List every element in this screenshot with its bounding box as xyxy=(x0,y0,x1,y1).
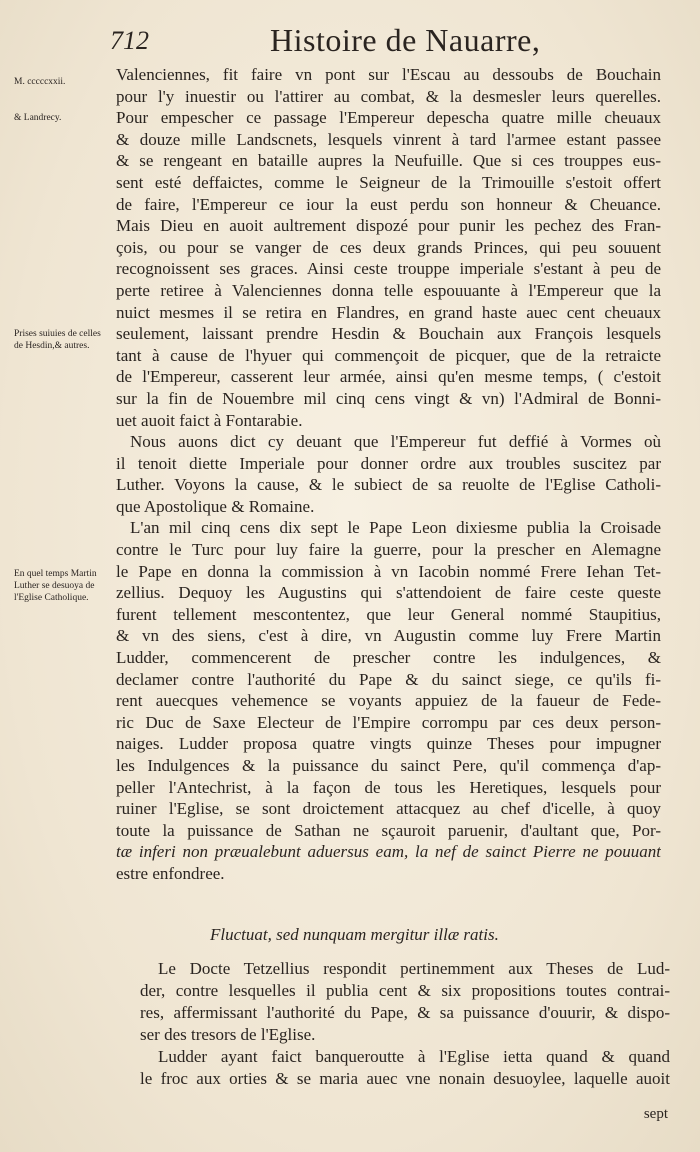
margin-note-prises: Prises suiuies de celles de Hesdin,& autres. xyxy=(14,329,101,351)
text-line: zellius. Dequoy les Augustins qui s'attendoient de faire ceste queste xyxy=(116,583,661,603)
text-line: Le Docte Tetzellius respondit pertinemment aux Theses de Lud- xyxy=(158,959,670,978)
catchword: sept xyxy=(643,1106,668,1122)
text-line: Pour empescher ce passage l'Empereur depescha quatre mille cheuaux xyxy=(116,108,661,128)
text-line: le froc aux orties & se maria auec vne nonain desuoylee, laquelle auoit xyxy=(140,1069,670,1088)
text-line: çois, ou pour se vanger de ces deux grands Princes, qui peu souuent xyxy=(116,237,661,257)
margin-note-luther: En quel temps Martin Luther se desuoya de l'Eglise Catholique. xyxy=(14,569,97,603)
text-line: pour l'y inuestir ou l'attirer au combat, & la desmesler leurs querelles. xyxy=(116,86,661,106)
paragraph-5 xyxy=(140,1046,670,1090)
text-line: nuict mesmes il se retira en Flandres, en grand haste auec cent cheuaux xyxy=(116,302,661,322)
text-line: sur la fin de Nouembre mil cinq cens vingt & vn) l'Admiral de Bonni- xyxy=(116,388,661,408)
paragraph-1 xyxy=(116,64,661,431)
text-line: Luther. Voyons la cause, & le subiect de sa reuolte de l'Eglise Catholi- xyxy=(116,475,661,495)
text-line: Mais Dieu en auoit aultrement dispozé pour punir les pechez des Fran- xyxy=(116,216,661,236)
paragraph-2 xyxy=(116,431,661,517)
text-line: tæ inferi non præualebunt aduersus eam, la nef de sainct Pierre ne pouuant xyxy=(116,842,661,862)
text-line: perte retiree à Valenciennes donna telle espouuante à l'Empereur que la xyxy=(116,280,661,300)
text-line: les Indulgences & la puissance du sainct Pere, qu'il commença d'ap- xyxy=(116,756,661,775)
text-line: L'an mil cinq cens dix sept le Pape Leon dixiesme publia la Croisade xyxy=(130,518,661,538)
margin-note-year: M. cccccxxii. xyxy=(14,77,66,87)
text-line: de l'Empereur, casserent leur armée, ainsi qu'en mesme temps, ( c'estoit xyxy=(116,367,661,387)
main-text xyxy=(116,64,661,885)
text-line: peller l'Antechrist, à la façon de tous les Heretiques, lesquels pour xyxy=(116,777,661,797)
page-header xyxy=(110,18,670,64)
text-line: seulement, laissant prendre Hesdin & Bouchain aux François lesquels xyxy=(116,324,661,344)
text-line: der, contre lesquelles il publia cent & six propositions toutes contrai- xyxy=(140,981,670,1000)
text-line: il tenoit diette Imperiale pour donner ordre aux troubles suscitez par xyxy=(116,453,661,473)
margin-note-landrecy: & Landrecy. xyxy=(14,113,62,123)
paragraph-3 xyxy=(116,517,661,884)
text-line: que Apostolique & Romaine. xyxy=(116,496,315,516)
text-line: ruiner l'Eglise, se sont droictement attacquez au chef d'icelle, à quoy xyxy=(116,799,661,819)
text-line: rent auecques vehemence se voyants appuiez de la faueur de Fede- xyxy=(116,691,661,711)
main-text-continued xyxy=(140,958,670,1090)
text-line: res, affermissant l'authorité du Pape, & sa puissance d'ouurir, & dispo- xyxy=(140,1003,670,1022)
text-line: ric Duc de Saxe Electeur de l'Empire corrompu par ces deux person- xyxy=(116,712,661,732)
latin-motto: Fluctuat, sed nunquam mergitur illæ ratis. xyxy=(210,925,499,944)
text-line: tant à cause de l'hyuer qui commençoit de picquer, que de la retraicte xyxy=(116,345,661,365)
text-line: & se rengeant en bataille aupres la Neufuille. Que si ces trouppes eus- xyxy=(116,151,661,171)
paragraph-4 xyxy=(140,958,670,1046)
page-number: 712 xyxy=(110,26,149,55)
text-line: recognoissent ses graces. Ainsi ceste trouppe imperiale s'estant à peu de xyxy=(116,259,661,279)
running-title: Histoire de Nauarre, xyxy=(270,22,541,58)
text-line: furent tellement mescontentez, que leur General nommé Staupitius, xyxy=(116,604,661,624)
text-line: naiges. Ludder proposa quatre vingts quinze Theses pour impugner xyxy=(116,734,661,754)
text-line: estre enfondree. xyxy=(116,863,225,883)
text-line: Ludder ayant faict banqueroutte à l'Eglise ietta quand & quand xyxy=(158,1047,670,1066)
text-line: uet auoit faict à Fontarabie. xyxy=(116,410,303,430)
text-line: Nous auons dict cy deuant que l'Empereur fut deffié à Vormes où xyxy=(130,432,661,452)
text-line: & douze mille Landscnets, lesquels vinrent à tard l'armee estant passee xyxy=(116,129,661,149)
text-line: ser des tresors de l'Eglise. xyxy=(140,1025,316,1044)
text-line: sent esté deffaictes, comme le Seigneur de la Trimouille s'estoit offert xyxy=(116,172,661,192)
text-line: Valenciennes, fit faire vn pont sur l'Escau au dessoubs de Bouchain xyxy=(116,65,661,84)
text-line: declamer contre l'authorité du Pape & du sainct siege, ce qu'ils fi- xyxy=(116,669,661,689)
text-line: de faire, l'Empereur ce iour la eust perdu son honneur & Cheuance. xyxy=(116,194,661,214)
text-line: & vn des siens, c'est à dire, vn Augustin comme luy Frere Martin xyxy=(116,626,661,646)
text-line: le Pape en donna la commission à vn Iacobin nommé Frere Iehan Tet- xyxy=(116,561,661,581)
text-line: toute la puissance de Sathan ne sçauroit paruenir, d'aultant que, Por- xyxy=(116,820,661,840)
text-line: Ludder, commencerent de prescher contre les indulgences, & xyxy=(116,648,661,668)
text-line: contre le Turc pour luy faire la guerre, pour la prescher en Alemagne xyxy=(116,540,661,560)
